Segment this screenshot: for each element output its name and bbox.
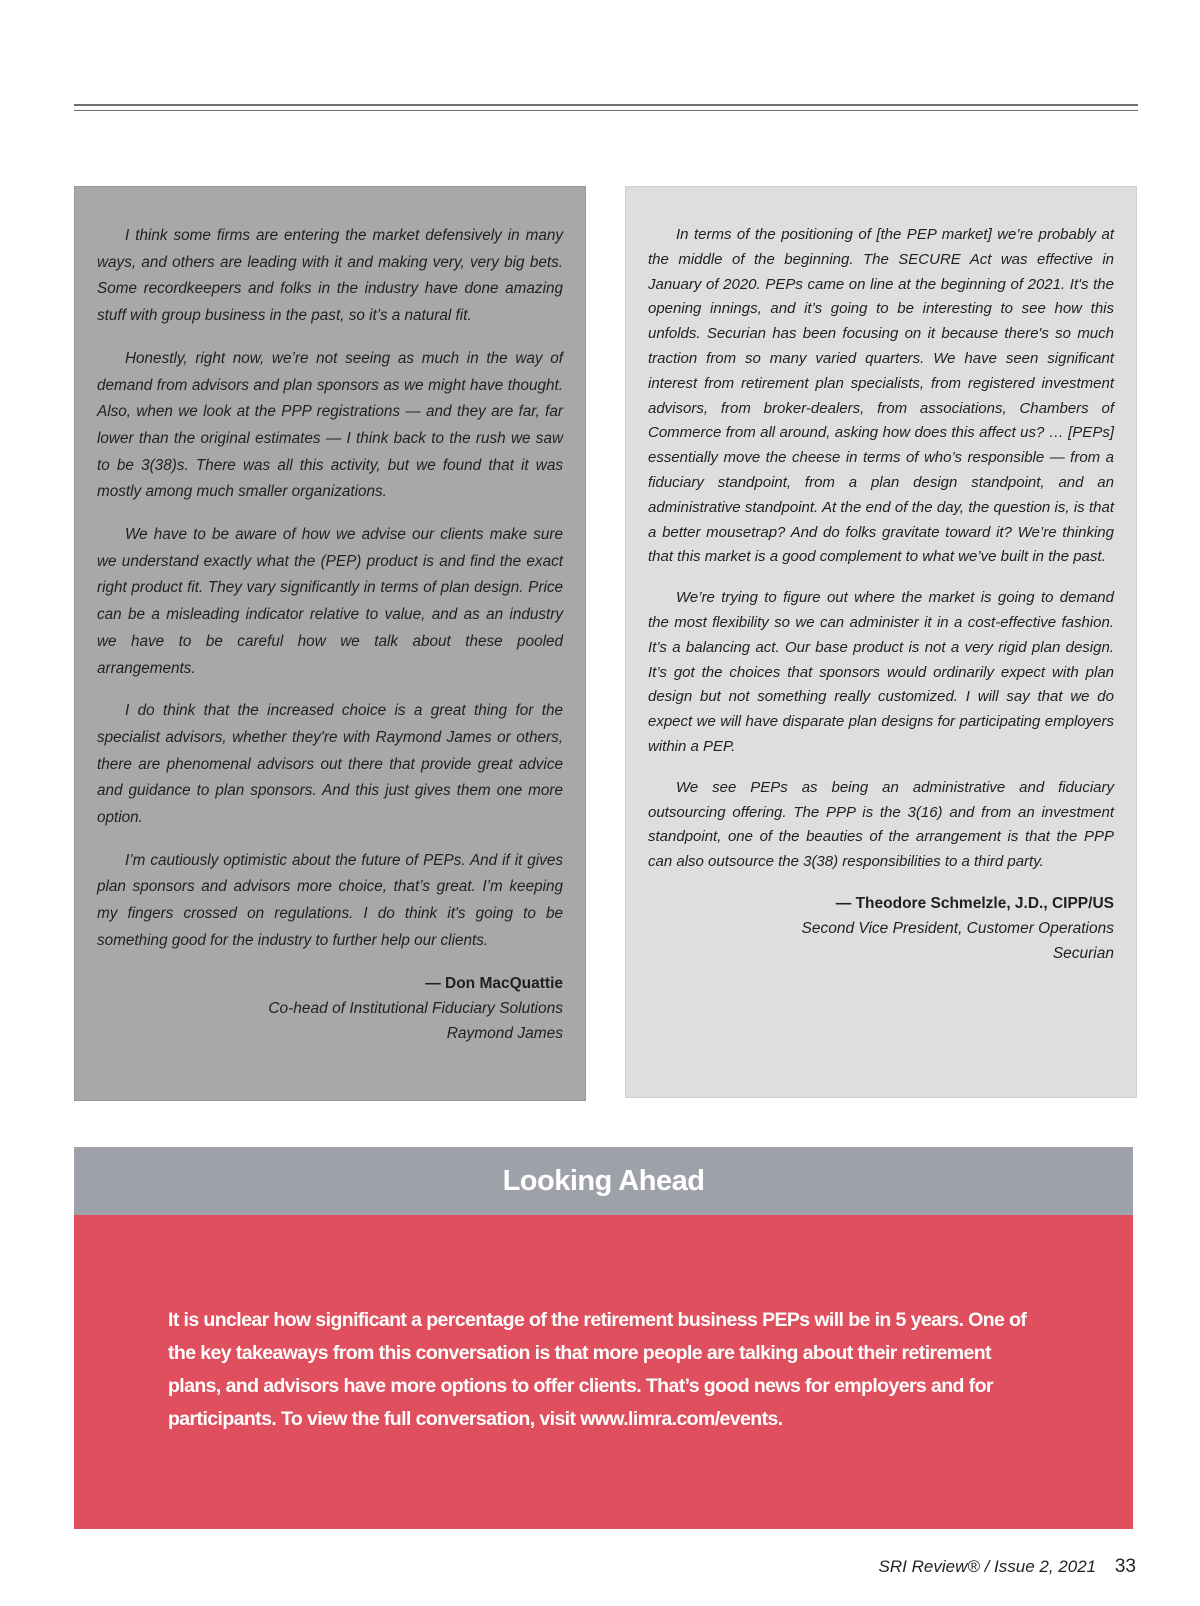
publication-title: SRI Review® / Issue 2, 2021 bbox=[878, 1557, 1097, 1576]
attribution-name: — Theodore Schmelzle, J.D., CIPP/US bbox=[835, 894, 1114, 912]
top-rule-thin bbox=[74, 110, 1138, 111]
quote-paragraph: We’re trying to figure out where the market is going to demand the most flexibility so we can administer it in a cost-effective fashion. It’s a balancing act. Our base product is not a very rigid plan design. It’s got the choices that sponsors would ordinarily expect with plan design but not something really customized. I will say that we do expect we will have disparate plan designs for participating employers within a PEP. bbox=[648, 589, 1114, 755]
top-rule bbox=[74, 104, 1138, 106]
quote-paragraph: We see PEPs as being an administrative and fiduciary outsourcing offering. The PPP is the 3(16) and from an investment standpoint, one of the beauties of the arrangement is that the PPP can also outsource the 3(38) responsibilities to a third party. bbox=[648, 778, 1114, 871]
quote-box-schmelzle bbox=[625, 186, 1137, 1098]
quote-paragraph: I’m cautiously optimistic about the future of PEPs. And if it gives plan sponsors and advisors more choice, that’s great. I’m keeping my fingers crossed on regulations. I do think it's going to be something good for the industry to further help our clients. bbox=[97, 851, 563, 949]
attribution-title: Second Vice President, Customer Operations bbox=[801, 919, 1114, 937]
quote-paragraph: We have to be aware of how we advise our clients make sure we understand exactly what the (PEP) product is and find the exact right product fit. They vary significantly in terms of plan design. Price can be a misleading indicator relative to value, and as an industry we have to be careful how we talk about these pooled arrangements. bbox=[97, 526, 563, 677]
quote-attribution bbox=[648, 891, 1114, 966]
page-footer bbox=[879, 1556, 1136, 1578]
quote-paragraph: I think some firms are entering the market defensively in many ways, and others are leading with it and making very, very big bets. Some recordkeepers and folks in the industry have done amazing stuff with group business in the past, so it’s a natural fit. bbox=[97, 227, 563, 325]
quote-box-macquattie bbox=[74, 186, 586, 1101]
attribution-title: Co-head of Institutional Fiduciary Solutions bbox=[268, 999, 563, 1017]
attribution-company: Raymond James bbox=[446, 1024, 563, 1042]
looking-ahead-heading: Looking Ahead bbox=[74, 1147, 1133, 1215]
looking-ahead-text: It is unclear how significant a percentage of the retirement business PEPs will be in 5 years. One of the key takeaways from this conversation is that more people are talking about their retirement plans, and advisors have more options to offer clients. That’s good news for employers and for participants. To view the full conversation, visit www.limra.com/events. bbox=[168, 1309, 1027, 1430]
attribution-company: Securian bbox=[1052, 944, 1114, 962]
attribution-name: — Don MacQuattie bbox=[425, 974, 563, 992]
quote-paragraph: Honestly, right now, we’re not seeing as much in the way of demand from advisors and plan sponsors as we might have thought. Also, when we look at the PPP registrations — and they are far, far lower than the original estimates — I think back to the rush we saw to be 3(38)s. There was all this activity, but we found that it was mostly among much smaller organizations. bbox=[97, 349, 563, 501]
quote-paragraph: I do think that the increased choice is a great thing for the specialist advisors, whether they're with Raymond James or others, there are phenomenal advisors out there that provide great advice and guidance to plan sponsors. And this just gives them one more option. bbox=[97, 702, 563, 827]
quote-attribution bbox=[97, 971, 563, 1046]
looking-ahead-panel bbox=[74, 1215, 1133, 1529]
quote-paragraph: In terms of the positioning of [the PEP market] we’re probably at the middle of the beginning. The SECURE Act was effective in January of 2020. PEPs came on line at the beginning of 2021. It's the opening innings, and it’s going to be interesting to see how this unfolds. Securian has been focusing on it because there's so much traction from so many varied quarters. We have seen significant interest from retirement plan specialists, from registered investment advisors, from broker-dealers, from associations, Chambers of Commerce from all around, asking how does this affect us? … [PEPs] essentially move the cheese in terms of who’s responsible — from a fiduciary standpoint, from a plan design standpoint, and an administrative standpoint. At the end of the day, the question is, is that a better mousetrap? And do folks gravitate toward it? We’re thinking that this market is a good complement to what we’ve built in the past. bbox=[648, 226, 1114, 566]
page-number: 33 bbox=[1114, 1556, 1136, 1577]
